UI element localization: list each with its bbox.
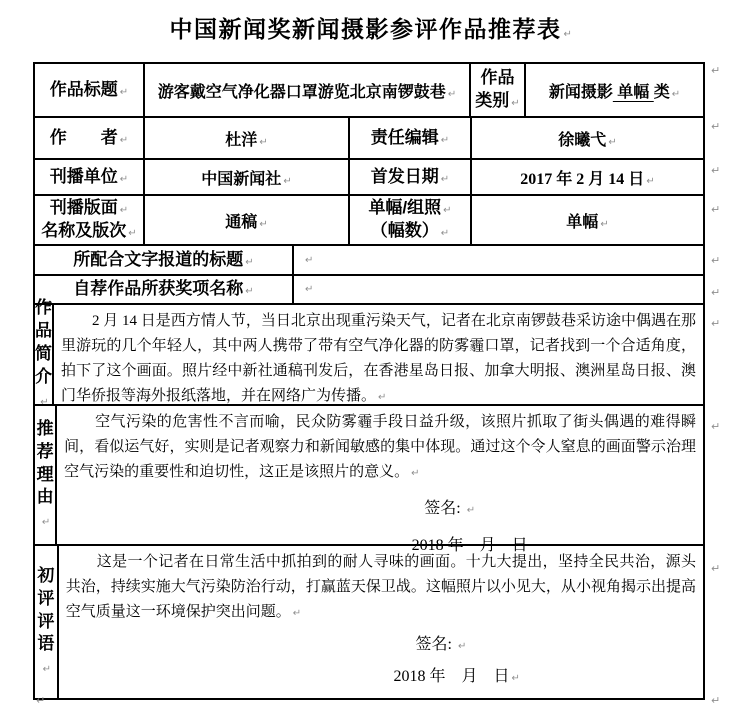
- pilcrow-icon: ↵: [119, 86, 129, 98]
- row-page-format: [35, 196, 703, 246]
- row-author-editor: [35, 118, 703, 160]
- label-single-group-line2: （幅数）: [370, 221, 439, 240]
- text-report-title-value: [294, 246, 703, 274]
- first-publish-date-value: [472, 160, 703, 194]
- signature-label: 签名:: [415, 636, 452, 653]
- work-intro-text: 2 月 14 日是西方情人节，当日北京出现重污染天气，记者在北京南锣鼓巷采访途中偶遇在那里游玩的几个年轻人，其中两人携带了带有空气净化器的防雾霾口罩，记者找到一个合适角度，拍下了这个画面。照片经中新社通稿刊发后，在香港星岛日报、加拿大明报、澳洲星岛日报、澳门华侨报等海外报纸落地，并在网络广为传播。: [61, 313, 696, 404]
- label-text-report-title-text: 所配合文字报道的标题: [73, 249, 244, 269]
- pilcrow-icon: ↵: [259, 136, 268, 148]
- publisher-value: [145, 160, 350, 194]
- pilcrow-icon: ↵: [711, 254, 721, 267]
- label-work-intro-line1: 作品: [35, 298, 52, 341]
- pilcrow-icon: ↵: [511, 673, 520, 684]
- publisher-text: 中国新闻社: [201, 170, 282, 188]
- author-text: 杜洋: [225, 131, 258, 149]
- label-self-award-text: 自荐作品所获奖项名称: [73, 279, 244, 299]
- label-first-publish-date: [350, 160, 472, 194]
- row-self-award: [35, 276, 703, 305]
- pilcrow-icon: ↵: [378, 392, 387, 403]
- label-recommendation-line1: 推荐: [36, 418, 54, 461]
- single-group-text: 单幅: [566, 213, 599, 231]
- form-table: [33, 62, 705, 700]
- signature-label: 签名:: [424, 500, 461, 517]
- pilcrow-icon: ↵: [711, 203, 721, 216]
- pilcrow-icon: ↵: [646, 175, 655, 187]
- recommendation-signature-line: [64, 495, 696, 518]
- pilcrow-icon: ↵: [440, 228, 450, 239]
- pilcrow-icon: ↵: [119, 205, 129, 217]
- row-text-report-title: [35, 246, 703, 276]
- pilcrow-icon: ↵: [443, 205, 452, 217]
- initial-review-signature-line: [66, 631, 696, 654]
- label-work-category-line2: 类别: [475, 91, 510, 110]
- category-suffix: 类: [653, 83, 670, 101]
- label-first-publish-date-text: 首发日期: [370, 166, 439, 186]
- label-single-group-line1: 单幅/组照: [368, 198, 442, 218]
- recommendation-content: [57, 406, 703, 554]
- pilcrow-icon: ↵: [511, 98, 520, 109]
- pilcrow-icon: ↵: [128, 228, 137, 239]
- label-editor: [350, 118, 472, 158]
- label-work-intro-line2: 简介: [35, 344, 52, 386]
- pilcrow-icon: ↵: [711, 420, 721, 433]
- pilcrow-icon: ↵: [440, 134, 450, 146]
- editor-value: [472, 118, 703, 158]
- initial-review-date-line: [66, 663, 696, 686]
- row-work-title: [35, 64, 703, 118]
- pilcrow-icon: ↵: [305, 284, 314, 295]
- category-underlined: 单幅: [612, 83, 654, 101]
- pilcrow-icon: ↵: [292, 608, 302, 619]
- label-initial-review-line1: 初评: [37, 565, 55, 608]
- self-award-value: [294, 276, 703, 303]
- pilcrow-icon: ↵: [711, 164, 721, 177]
- row-recommendation: [35, 406, 703, 554]
- label-work-title-text: 作品标题: [49, 79, 118, 99]
- first-publish-date-text: 2017 年 2 月 14 日: [520, 170, 645, 188]
- row-work-intro: [35, 298, 703, 408]
- pilcrow-icon: ↵: [711, 694, 721, 707]
- label-work-category: [471, 64, 526, 116]
- pilcrow-icon: ↵: [711, 317, 721, 330]
- label-recommendation: [35, 406, 57, 544]
- initial-review-text: 这是一个记者在日常生活中抓拍到的耐人寻味的画面。十九大提出，坚持全民共治，源头共治，持续实施大气污染防治行动，打赢蓝天保卫战。这幅照片以小见大，从小视角揭示出提高空气质量这一环境保护突出问题。: [65, 554, 696, 620]
- pilcrow-icon: ↵: [283, 175, 292, 187]
- pilcrow-icon: ↵: [41, 517, 51, 529]
- work-title-text: 游客戴空气净化器口罩游览北京南锣鼓巷: [157, 83, 446, 101]
- single-group-value: [472, 196, 703, 244]
- page-edition-value: [145, 196, 350, 244]
- pilcrow-icon: ↵: [711, 64, 721, 77]
- label-work-title: [35, 64, 145, 116]
- pilcrow-icon: ↵: [245, 286, 254, 298]
- label-work-intro: [35, 298, 54, 408]
- pilcrow-icon: ↵: [119, 173, 129, 185]
- pilcrow-icon: ↵: [711, 286, 721, 299]
- pilcrow-icon: ↵: [600, 218, 609, 230]
- work-title-value: [145, 64, 471, 116]
- pilcrow-icon: ↵: [245, 256, 254, 268]
- pilcrow-icon: ↵: [466, 505, 476, 516]
- date-line-text: 2018 年 月 日: [411, 537, 528, 554]
- recommendation-text: 空气污染的危害性不言而喻，民众防雾霾手段日益升级，该照片抓取了街头偶遇的难得瞬间，看似运气好，实则是记者观察力和新闻敏感的集中体现。通过这个令人窒息的画面警示治理空气污染的重要性和迫切性，这正是该照片的意义。: [64, 414, 696, 480]
- work-intro-content: [54, 305, 703, 404]
- pilcrow-icon: ↵: [440, 173, 450, 185]
- row-initial-review: [35, 546, 703, 698]
- pilcrow-icon: ↵: [305, 254, 314, 266]
- label-recommendation-line2: 理由: [36, 464, 54, 507]
- pilcrow-icon: ↵: [36, 694, 46, 707]
- pilcrow-icon: ↵: [608, 136, 617, 148]
- label-editor-text: 责任编辑: [370, 127, 439, 147]
- label-work-category-line1: 作品: [480, 68, 515, 88]
- label-initial-review-line2: 评语: [37, 611, 55, 654]
- label-page-edition-line2: 名称及版次: [41, 221, 127, 240]
- label-publisher-text: 刊播单位: [49, 166, 118, 186]
- label-page-edition: [35, 196, 145, 244]
- pilcrow-icon: ↵: [711, 120, 721, 133]
- pilcrow-icon: ↵: [40, 396, 49, 408]
- pilcrow-icon: ↵: [119, 134, 129, 146]
- category-prefix: 新闻摄影: [548, 83, 613, 101]
- pilcrow-icon: ↵: [563, 29, 574, 40]
- label-page-edition-line1: 刊播版面: [49, 198, 118, 218]
- pilcrow-icon: ↵: [711, 562, 721, 575]
- pilcrow-icon: ↵: [447, 88, 457, 100]
- pilcrow-icon: ↵: [42, 664, 52, 676]
- editor-text: 徐曦弋: [558, 131, 607, 149]
- date-line-text: 2018 年 月 日: [393, 668, 510, 685]
- initial-review-content: [59, 546, 703, 698]
- label-author-text: 作 者: [49, 127, 118, 147]
- pilcrow-icon: ↵: [411, 468, 420, 479]
- work-category-value: [526, 64, 703, 116]
- pilcrow-icon: ↵: [259, 218, 268, 230]
- row-publisher-date: [35, 160, 703, 196]
- label-publisher: [35, 160, 145, 194]
- author-value: [145, 118, 350, 158]
- pilcrow-icon: ↵: [457, 641, 467, 652]
- label-text-report-title: [35, 246, 294, 274]
- label-single-group: [350, 196, 472, 244]
- pilcrow-icon: ↵: [671, 88, 681, 100]
- page-edition-text: 通稿: [225, 213, 258, 231]
- label-author: [35, 118, 145, 158]
- label-self-award: [35, 276, 294, 303]
- page-title-text: 中国新闻奖新闻摄影参评作品推荐表: [169, 16, 562, 42]
- label-initial-review: [35, 546, 59, 698]
- page-title: [0, 11, 743, 44]
